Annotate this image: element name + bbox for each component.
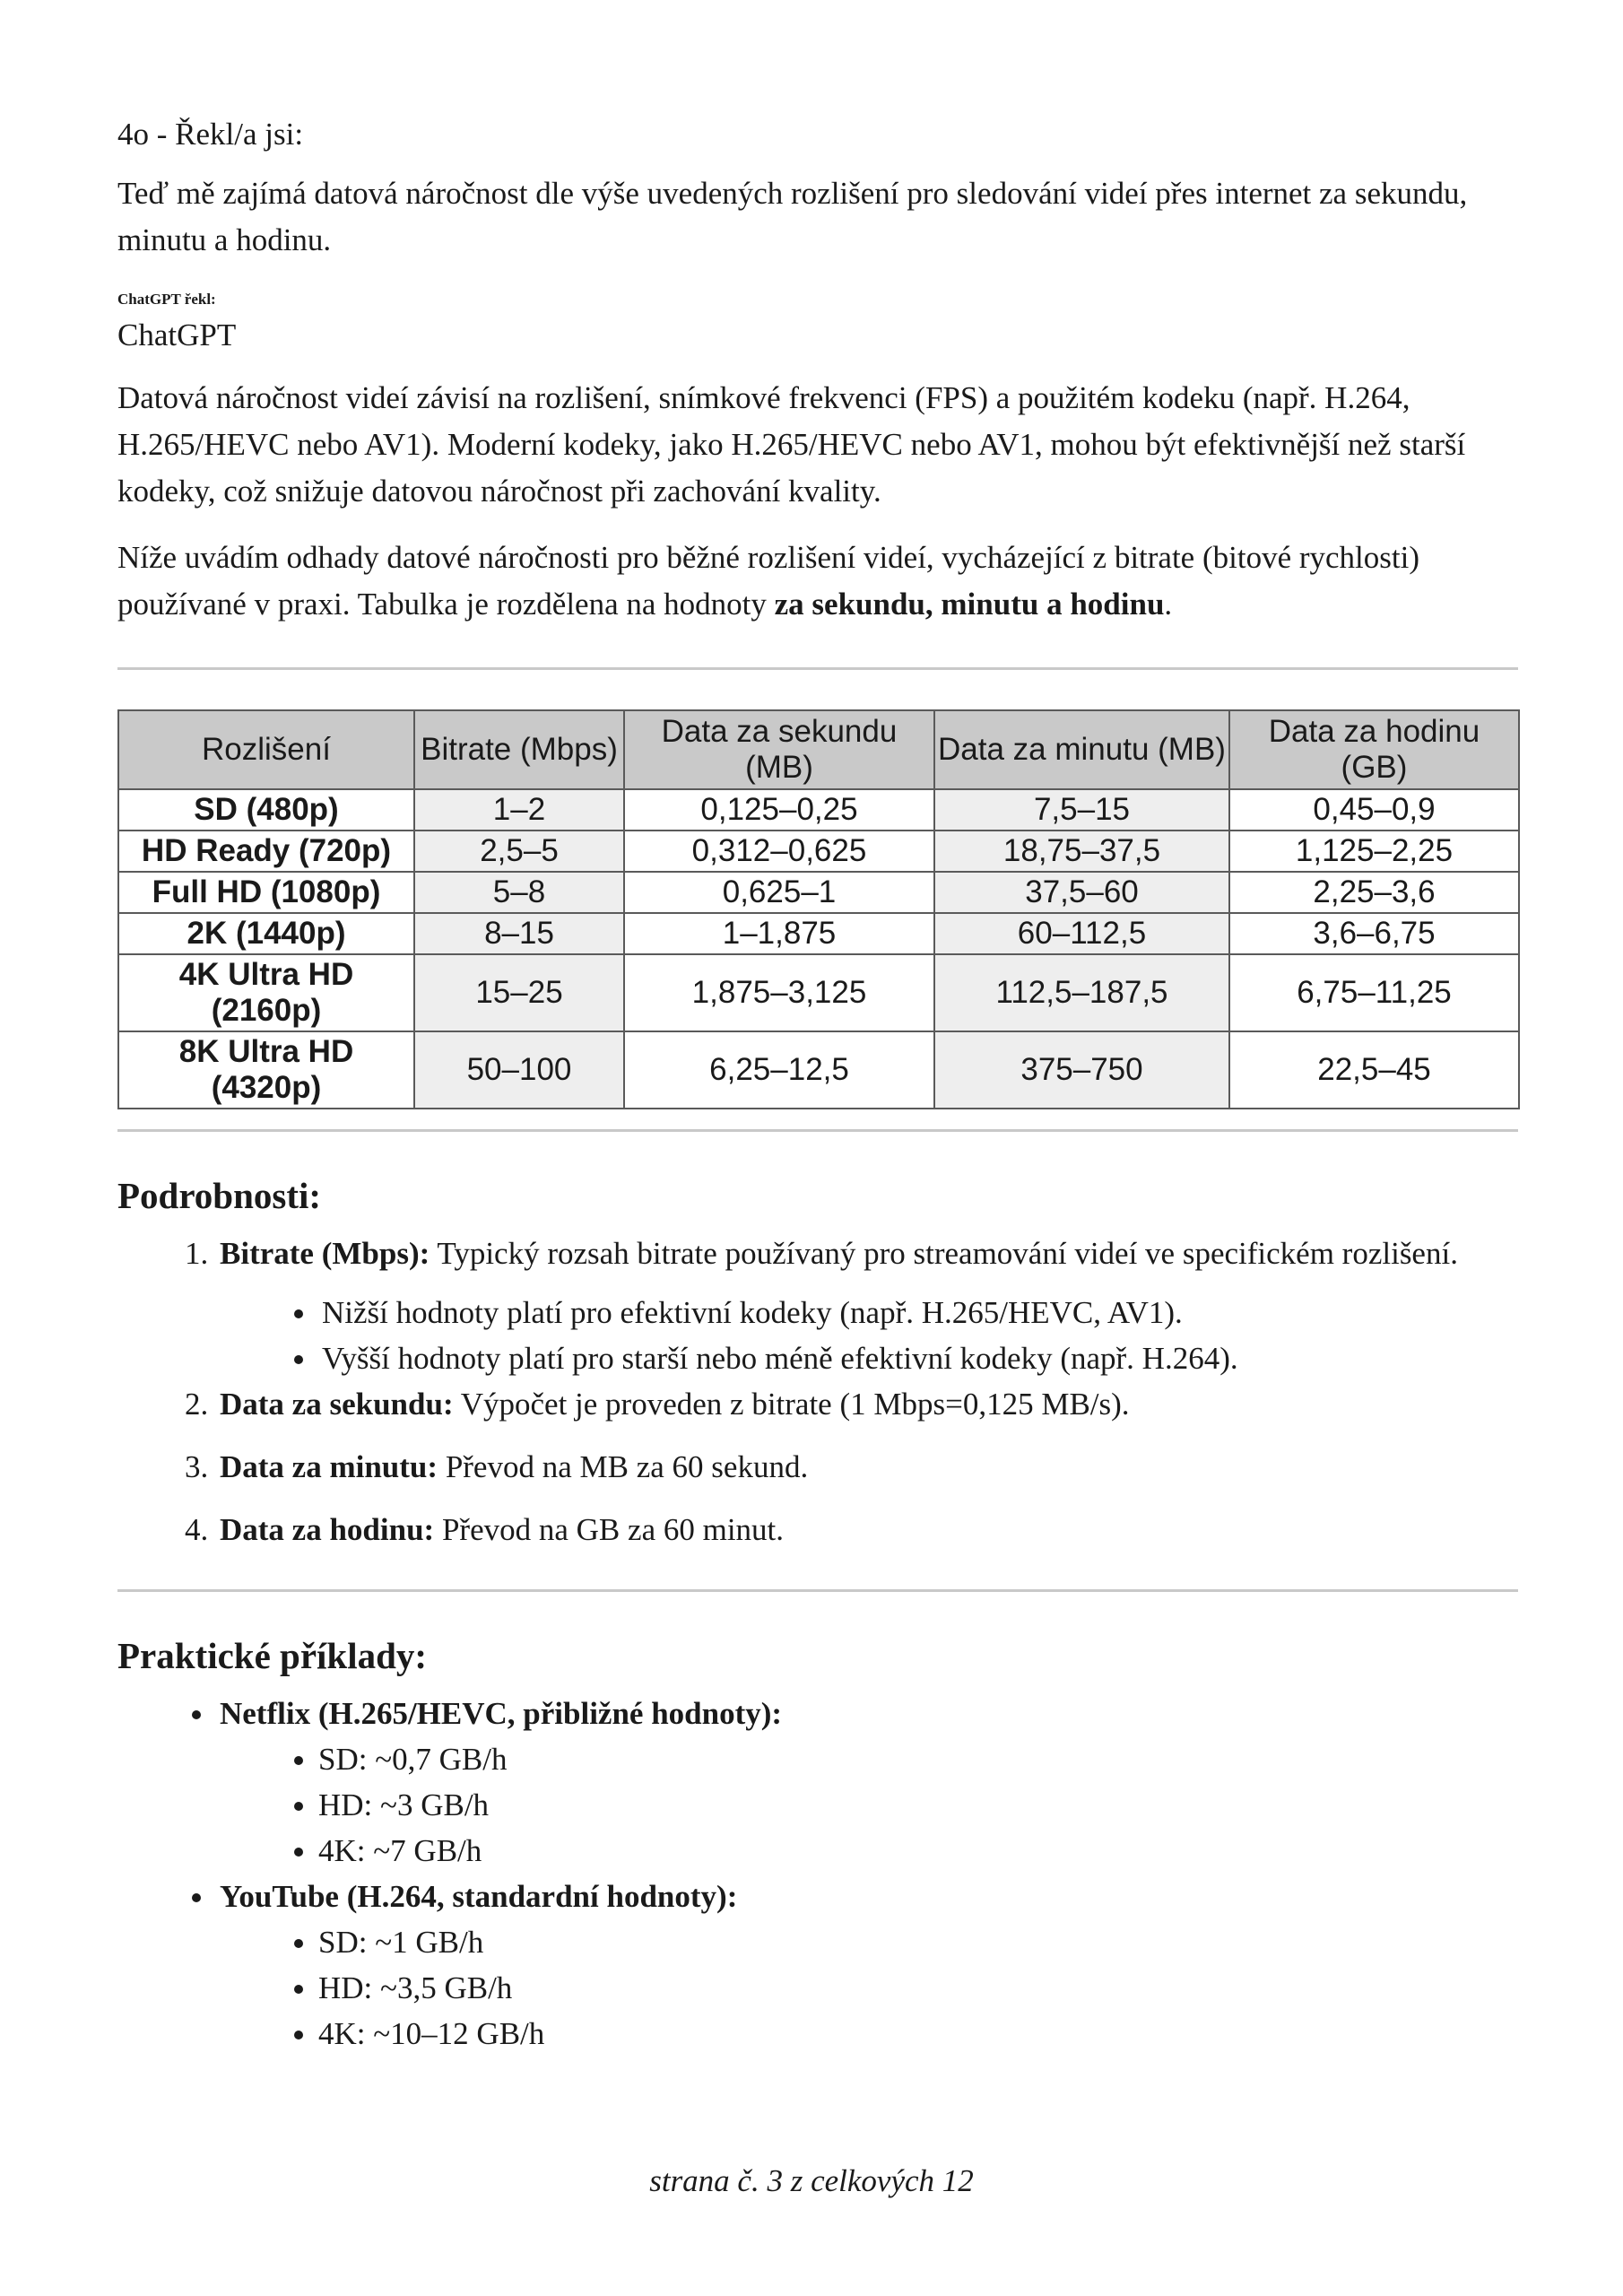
list-item: 1. Bitrate (Mbps): Typický rozsah bitrate používaný pro streamování videí ve specifickém rozlišení. • Nižší hodnoty platí pro efektivní kodeky (např. H.265/HEVC, AV1). • Vyšší hodnoty platí pro starší nebo méně efektivní kodeky (např. H.264). [216, 1231, 1518, 1381]
table-cell: 5–8 [414, 872, 624, 913]
table-cell: 37,5–60 [934, 872, 1229, 913]
column-header: Data za sekundu (MB) [624, 710, 934, 789]
examples-heading: Praktické příklady: [117, 1635, 428, 1676]
table-cell: 3,6–6,75 [1229, 913, 1519, 954]
user-speaker-label: 4o - Řekl/a jsi: [117, 117, 304, 152]
table-cell: 375–750 [934, 1031, 1229, 1109]
list-item [216, 1874, 1518, 2057]
table-row [118, 954, 1519, 1031]
list-item: • Vyšší hodnoty platí pro starší nebo méně efektivní kodeky (např. H.264). [318, 1335, 1518, 1381]
table-cell: 0,625–1 [624, 872, 934, 913]
table-row [118, 913, 1519, 954]
list-item: 2. Data za sekundu: Výpočet je proveden z bitrate (1 Mbps=0,125 MB/s). [216, 1381, 1518, 1428]
table-cell: HD Ready (720p) [118, 831, 414, 872]
table-cell: 4K Ultra HD (2160p) [118, 954, 414, 1031]
table-row [118, 831, 1519, 872]
example-values-list [220, 1736, 1518, 1874]
list-item: • HD: ~3 GB/h [318, 1782, 1518, 1828]
table-cell: 1–2 [414, 789, 624, 831]
table-cell: 15–25 [414, 954, 624, 1031]
column-header: Data za hodinu (GB) [1229, 710, 1519, 789]
example-title: YouTube (H.264, standardní hodnoty): [220, 1879, 738, 1914]
table-cell: SD (480p) [118, 789, 414, 831]
table-cell: 50–100 [414, 1031, 624, 1109]
list-item [216, 1691, 1518, 1874]
table-cell: 6,75–11,25 [1229, 954, 1519, 1031]
list-item: 3. Data za minutu: Převod na MB za 60 sekund. [216, 1444, 1518, 1491]
separator [117, 1589, 1518, 1592]
table-cell: 6,25–12,5 [624, 1031, 934, 1109]
list-item: • Nižší hodnoty platí pro efektivní kodeky (např. H.265/HEVC, AV1). [318, 1290, 1518, 1335]
table-cell: 2,5–5 [414, 831, 624, 872]
table-cell: 8K Ultra HD (4320p) [118, 1031, 414, 1109]
assistant-name: ChatGPT [117, 317, 237, 352]
table-row [118, 789, 1519, 831]
table-cell: 1,125–2,25 [1229, 831, 1519, 872]
table-cell: 1,875–3,125 [624, 954, 934, 1031]
table-cell: 60–112,5 [934, 913, 1229, 954]
document-page [117, 115, 1518, 2057]
table-cell: 22,5–45 [1229, 1031, 1519, 1109]
table-header-row [118, 710, 1519, 789]
page-footer: strana č. 3 z celkových 12 [649, 2163, 974, 2198]
list-item: • 4K: ~7 GB/h [318, 1828, 1518, 1874]
separator [117, 667, 1518, 670]
table-cell: 7,5–15 [934, 789, 1229, 831]
data-rate-table [117, 709, 1520, 1109]
assistant-intro: Datová náročnost videí závisí na rozlišení, snímkové frekvenci (FPS) a použitém kodeku (např. H.264, H.265/HEVC nebo AV1). Moderní kodeky, jako H.265/HEVC nebo AV1, mohou být efektivnější než starší kodeky, což snižuje datovou náročnost při zachování kvality. [117, 380, 1466, 509]
emphasis-text: za sekundu, minutu a hodinu [774, 587, 1165, 622]
table-cell: 1–1,875 [624, 913, 934, 954]
table-cell: 2,25–3,6 [1229, 872, 1519, 913]
list-item: • 4K: ~10–12 GB/h [318, 2011, 1518, 2057]
details-list [117, 1231, 1518, 1553]
example-title: Netflix (H.265/HEVC, přibližné hodnoty): [220, 1696, 783, 1731]
table-cell: 0,45–0,9 [1229, 789, 1519, 831]
table-cell: 18,75–37,5 [934, 831, 1229, 872]
table-cell: 112,5–187,5 [934, 954, 1229, 1031]
table-cell: 8–15 [414, 913, 624, 954]
table-cell: 0,125–0,25 [624, 789, 934, 831]
column-header: Rozlišení [118, 710, 414, 789]
assistant-paragraph-2: Níže uvádím odhady datové náročnosti pro běžné rozlišení videí, vycházející z bitrate (bitové rychlosti) používané v praxi. Tabulka je rozdělena na hodnoty za sekundu, minutu a hodinu. [117, 540, 1419, 622]
column-header: Bitrate (Mbps) [414, 710, 624, 789]
table-row [118, 1031, 1519, 1109]
separator [117, 1129, 1518, 1132]
list-item: • SD: ~1 GB/h [318, 1919, 1518, 1965]
table-cell: 0,312–0,625 [624, 831, 934, 872]
details-heading: Podrobnosti: [117, 1175, 322, 1216]
table-row [118, 872, 1519, 913]
table-cell: Full HD (1080p) [118, 872, 414, 913]
list-item: 4. Data za hodinu: Převod na GB za 60 minut. [216, 1507, 1518, 1553]
bitrate-notes-list [220, 1290, 1518, 1381]
example-values-list [220, 1919, 1518, 2057]
assistant-label: ChatGPT řekl: [117, 291, 216, 308]
column-header: Data za minutu (MB) [934, 710, 1229, 789]
user-message: Teď mě zajímá datová náročnost dle výše uvedených rozlišení pro sledování videí přes internet za sekundu, minutu a hodinu. [117, 176, 1468, 257]
list-item: • SD: ~0,7 GB/h [318, 1736, 1518, 1782]
list-item: • HD: ~3,5 GB/h [318, 1965, 1518, 2011]
table-cell: 2K (1440p) [118, 913, 414, 954]
examples-list [117, 1691, 1518, 2057]
